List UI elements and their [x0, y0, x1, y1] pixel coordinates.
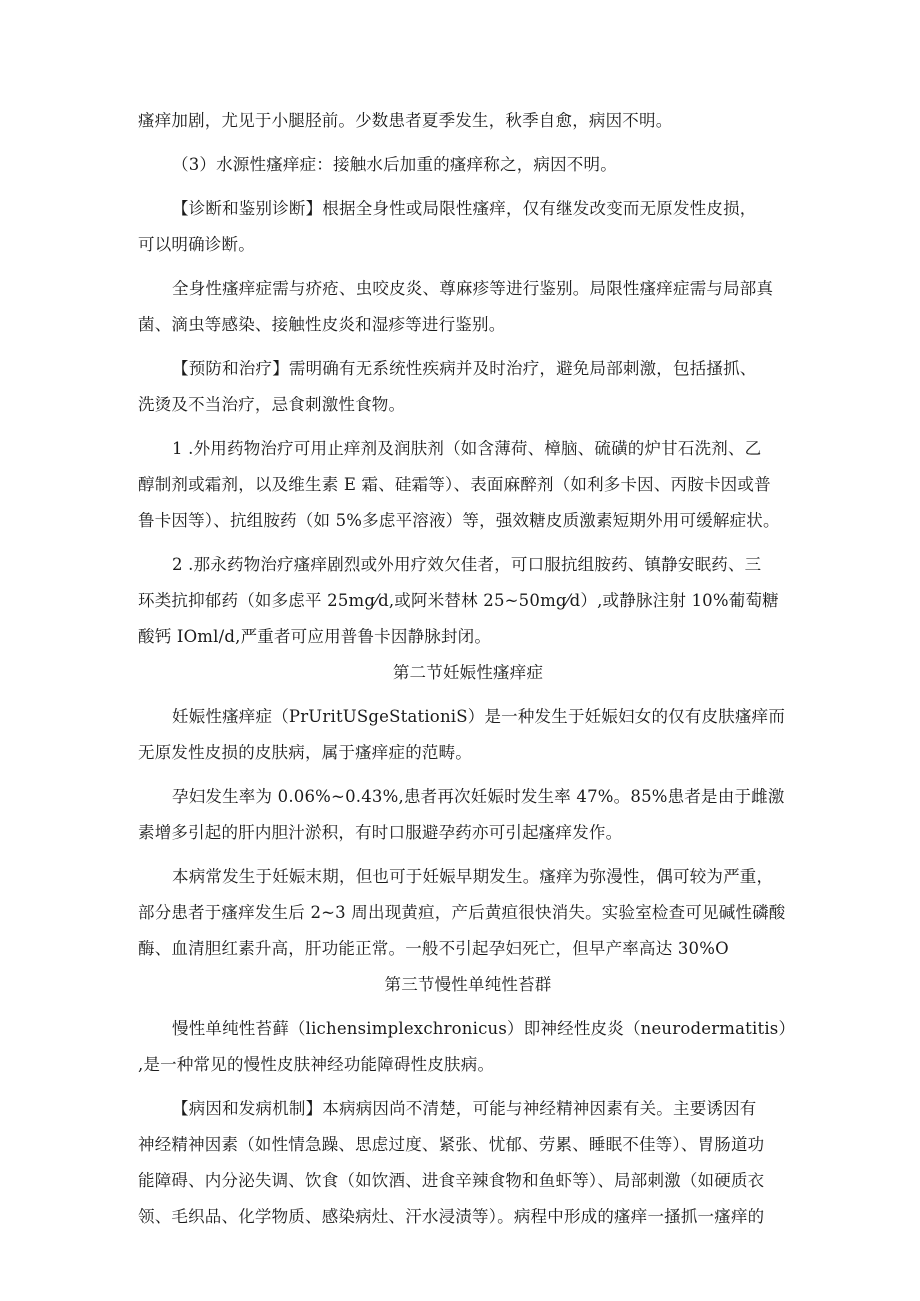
text-line: 妊娠性瘙痒症（PrUritUSgeStationiS）是一种发生于妊娠妇女的仅有皮肤瘙痒而: [172, 707, 786, 726]
paragraph-p12: [138, 1091, 798, 1235]
text-line: 部分患者于瘙痒发生后 2~3 周出现黄疸，产后黄疸很快消失。实验室检查可见碱性磷酸: [138, 903, 786, 922]
text-line: 【预防和治疗】需明确有无系统性疾病并及时治疗，避免局部刺激，包括搔抓、: [172, 359, 757, 378]
paragraph-p3: [138, 191, 798, 263]
text-line: 可以明确诊断。: [138, 235, 255, 254]
text-line: 酸钙 IOml/d,严重者可应用普鲁卡因静脉封闭。: [138, 627, 492, 646]
text-line: 2 .那永药物治疗瘙痒剧烈或外用疗效欠佳者，可口服抗组胺药、镇静安眠药、三: [172, 555, 762, 574]
paragraph-p2: [138, 147, 798, 183]
text-line: 环类抗抑郁药（如多虑平 25mg⁄d,或阿米替林 25~50mg⁄d）,或静脉注射 10%葡萄糖: [138, 591, 779, 610]
paragraph-p1: [138, 103, 798, 139]
section-heading: 第三节慢性单纯性苔群: [384, 975, 552, 994]
text-line: 菌、滴虫等感染、接触性皮炎和湿疹等进行鉴别。: [138, 315, 506, 334]
paragraph-p7: [138, 547, 798, 655]
paragraph-p10: [138, 859, 798, 967]
text-line: 素增多引起的肝内胆汁淤积，有时口服避孕药亦可引起瘙痒发作。: [138, 823, 623, 842]
paragraph-p8: [138, 699, 798, 771]
text-line: 无原发性皮损的皮肤病，属于瘙痒症的范畴。: [138, 743, 472, 762]
text-line: 领、毛织品、化学物质、感染病灶、汗水浸渍等）。病程中形成的瘙痒一搔抓一瘙痒的: [138, 1207, 765, 1226]
text-line: （3）水源性瘙痒症：接触水后加重的瘙痒称之，病因不明。: [172, 155, 617, 174]
document-page: [138, 103, 798, 1235]
text-line: 洗烫及不当治疗，忌食刺激性食物。: [138, 395, 406, 414]
text-line: 1 .外用药物治疗可用止痒剂及润肤剂（如含薄荷、樟脑、硫磺的炉甘石洗剂、乙: [172, 439, 762, 458]
text-line: 全身性瘙痒症需与疥疮、虫咬皮炎、尊麻疹等进行鉴别。局限性瘙痒症需与局部真: [172, 279, 774, 298]
text-line: 慢性单纯性苔藓（lichensimplexchronicus）即神经性皮炎（neurodermatitis）: [172, 1019, 796, 1038]
text-line: 瘙痒加剧，尤见于小腿胫前。少数患者夏季发生，秋季自愈，病因不明。: [138, 111, 673, 130]
paragraph-p11: [138, 1011, 798, 1083]
text-line: ,是一种常见的慢性皮肤神经功能障碍性皮肤病。: [138, 1055, 495, 1074]
text-line: 【诊断和鉴别诊断】根据全身性或局限性瘙痒，仅有继发改变而无原发性皮损，: [172, 199, 757, 218]
text-line: 能障碍、内分泌失调、饮食（如饮酒、进食辛辣食物和鱼虾等）、局部刺激（如硬质衣: [138, 1171, 765, 1190]
paragraph-p6: [138, 431, 798, 539]
paragraph-p9: [138, 779, 798, 851]
text-line: 孕妇发生率为 0.06%~0.43%,患者再次妊娠时发生率 47%。85%患者是由于雌激: [172, 787, 785, 806]
text-line: 本病常发生于妊娠末期，但也可于妊娠早期发生。瘙痒为弥漫性，偶可较为严重，: [172, 867, 774, 886]
paragraph-p5: [138, 351, 798, 423]
text-line: 醇制剂或霜剂，以及维生素 E 霜、硅霜等）、表面麻醉剂（如利多卡因、丙胺卡因或普: [138, 475, 771, 494]
text-line: 神经精神因素（如性情急躁、思虑过度、紧张、忧郁、劳累、睡眠不佳等）、胃肠道功: [138, 1135, 765, 1154]
text-line: 酶、血清胆红素升高，肝功能正常。一般不引起孕妇死亡，但早产率高达 30%O: [138, 939, 729, 958]
text-line: 【病因和发病机制】本病病因尚不清楚，可能与神经精神因素有关。主要诱因有: [172, 1099, 757, 1118]
text-line: 鲁卡因等）、抗组胺药（如 5%多虑平溶液）等，强效糖皮质激素短期外用可缓解症状。: [138, 511, 780, 530]
section-heading: 第二节妊娠性瘙痒症: [392, 663, 544, 682]
paragraph-p4: [138, 271, 798, 343]
